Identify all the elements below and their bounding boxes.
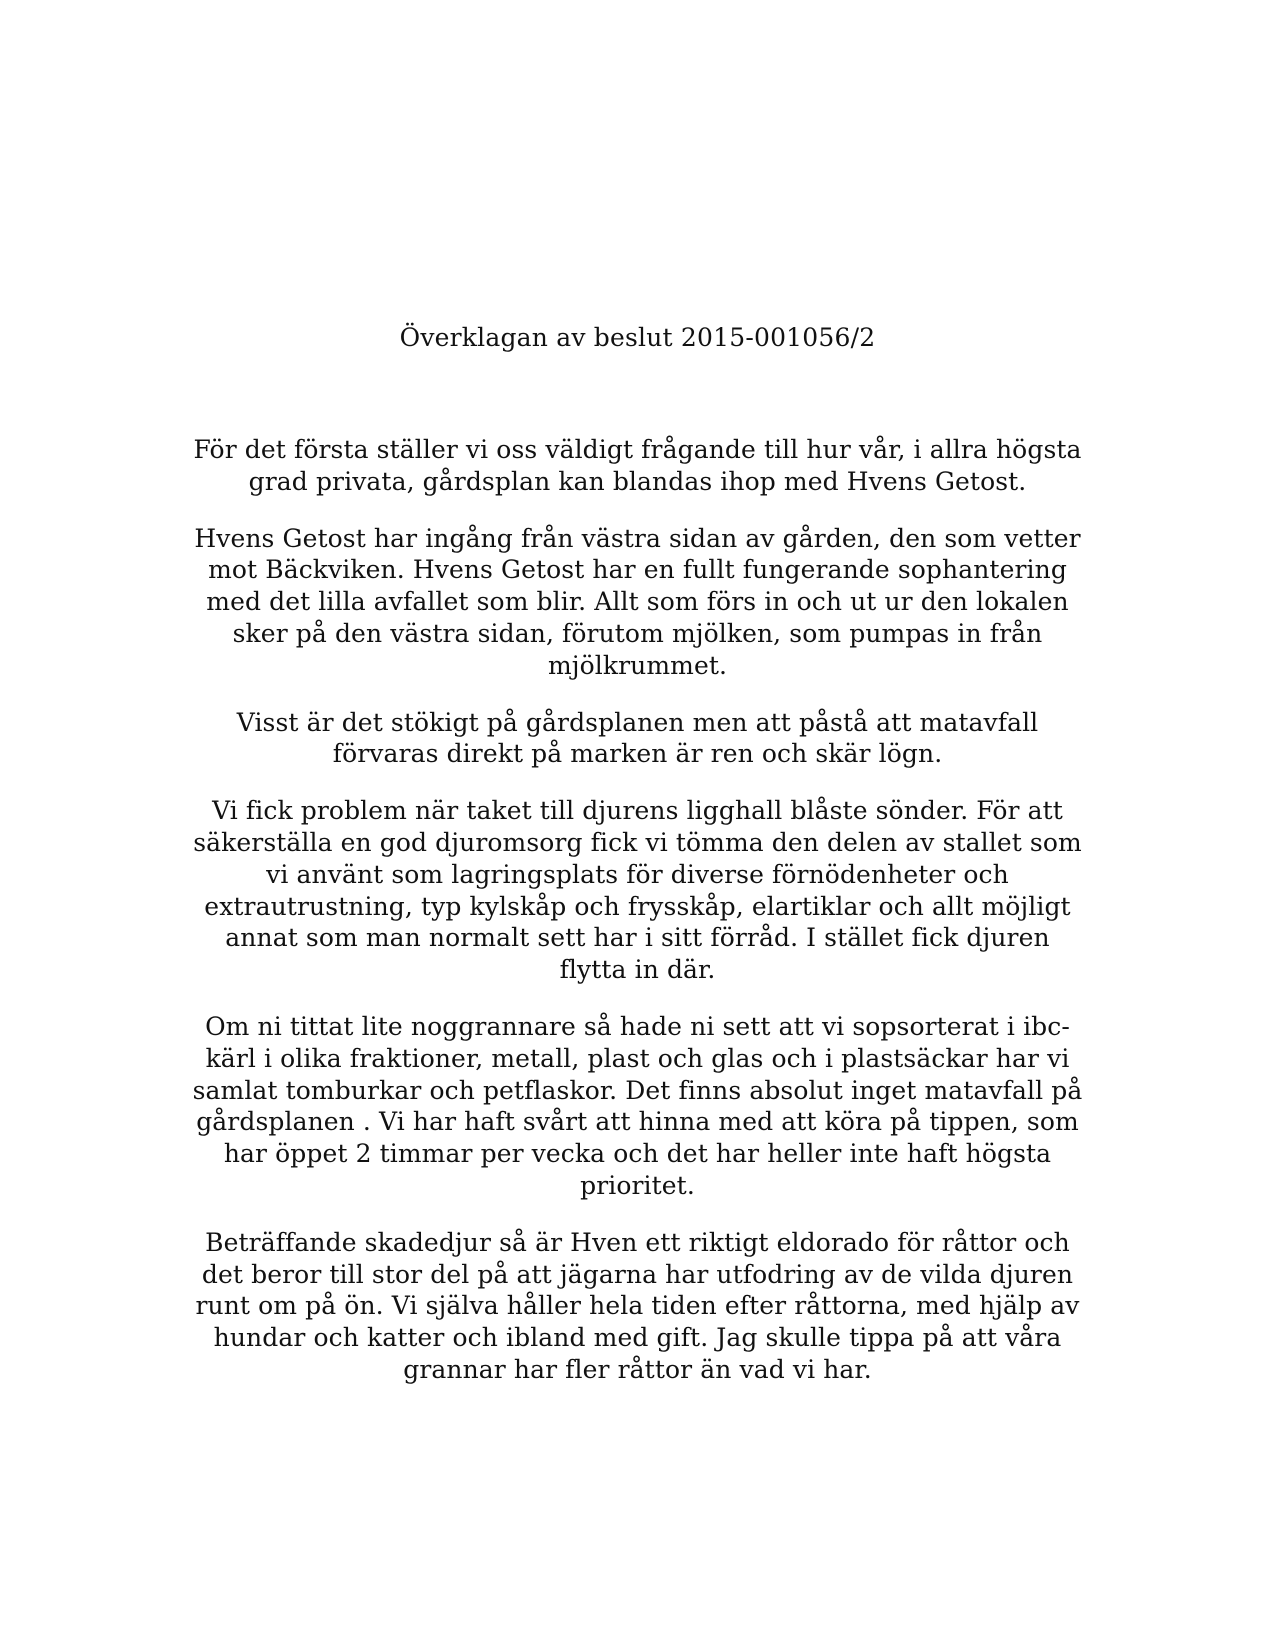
paragraph-5: Om ni tittat lite noggrannare så hade ni sett att vi sopsorterat i ibc-kärl i olika fraktioner, metall, plast och glas och i plastsäckar har vi samlat tomburkar och petflaskor. Det finns absolut inget matavfall på gårdsplanen . Vi har haft svårt att hinna med att köra på tippen, som har öppet 2 timmar per vecka och det har heller inte haft högsta prioritet. bbox=[192, 1011, 1083, 1200]
paragraph-1: För det första ställer vi oss väldigt frågande till hur vår, i allra högsta grad privata, gårdsplan kan blandas ihop med Hvens Getost. bbox=[193, 435, 1082, 496]
document-title: Överklagan av beslut 2015-001056/2 bbox=[399, 323, 876, 352]
paragraph-6: Beträffande skadedjur så är Hven ett riktigt eldorado för råttor och det beror till stor del på att jägarna har utfodring av de vilda djuren runt om på ön. Vi själva håller hela tiden efter råttorna, med hjälp av hundar och katter och ibland med gift. Jag skulle tippa på att våra grannar har fler råttor än vad vi har. bbox=[195, 1227, 1080, 1384]
paragraph-2: Hvens Getost har ingång från västra sidan av gården, den som vetter mot Bäckviken. Hvens Getost har en fullt fungerande sophantering med det lilla avfallet som blir. Allt som förs in och ut ur den lokalen sker på den västra sidan, förutom mjölken, som pumpas in från mjölkrummet. bbox=[194, 523, 1081, 680]
paragraph-4: Vi fick problem när taket till djurens ligghall blåste sönder. För att säkerställa en god djuromsorg fick vi tömma den delen av stallet som vi använt som lagringsplats för diverse förnödenheter och extrautrustning, typ kylskåp och frysskåp, elartiklar och allt möjligt annat som man normalt sett har i sitt förråd. I stället fick djuren flytta in där. bbox=[193, 796, 1082, 985]
document-body bbox=[190, 434, 1085, 1411]
paragraph-3: Visst är det stökigt på gårdsplanen men att påstå att matavfall förvaras direkt på marken är ren och skär lögn. bbox=[236, 707, 1039, 769]
